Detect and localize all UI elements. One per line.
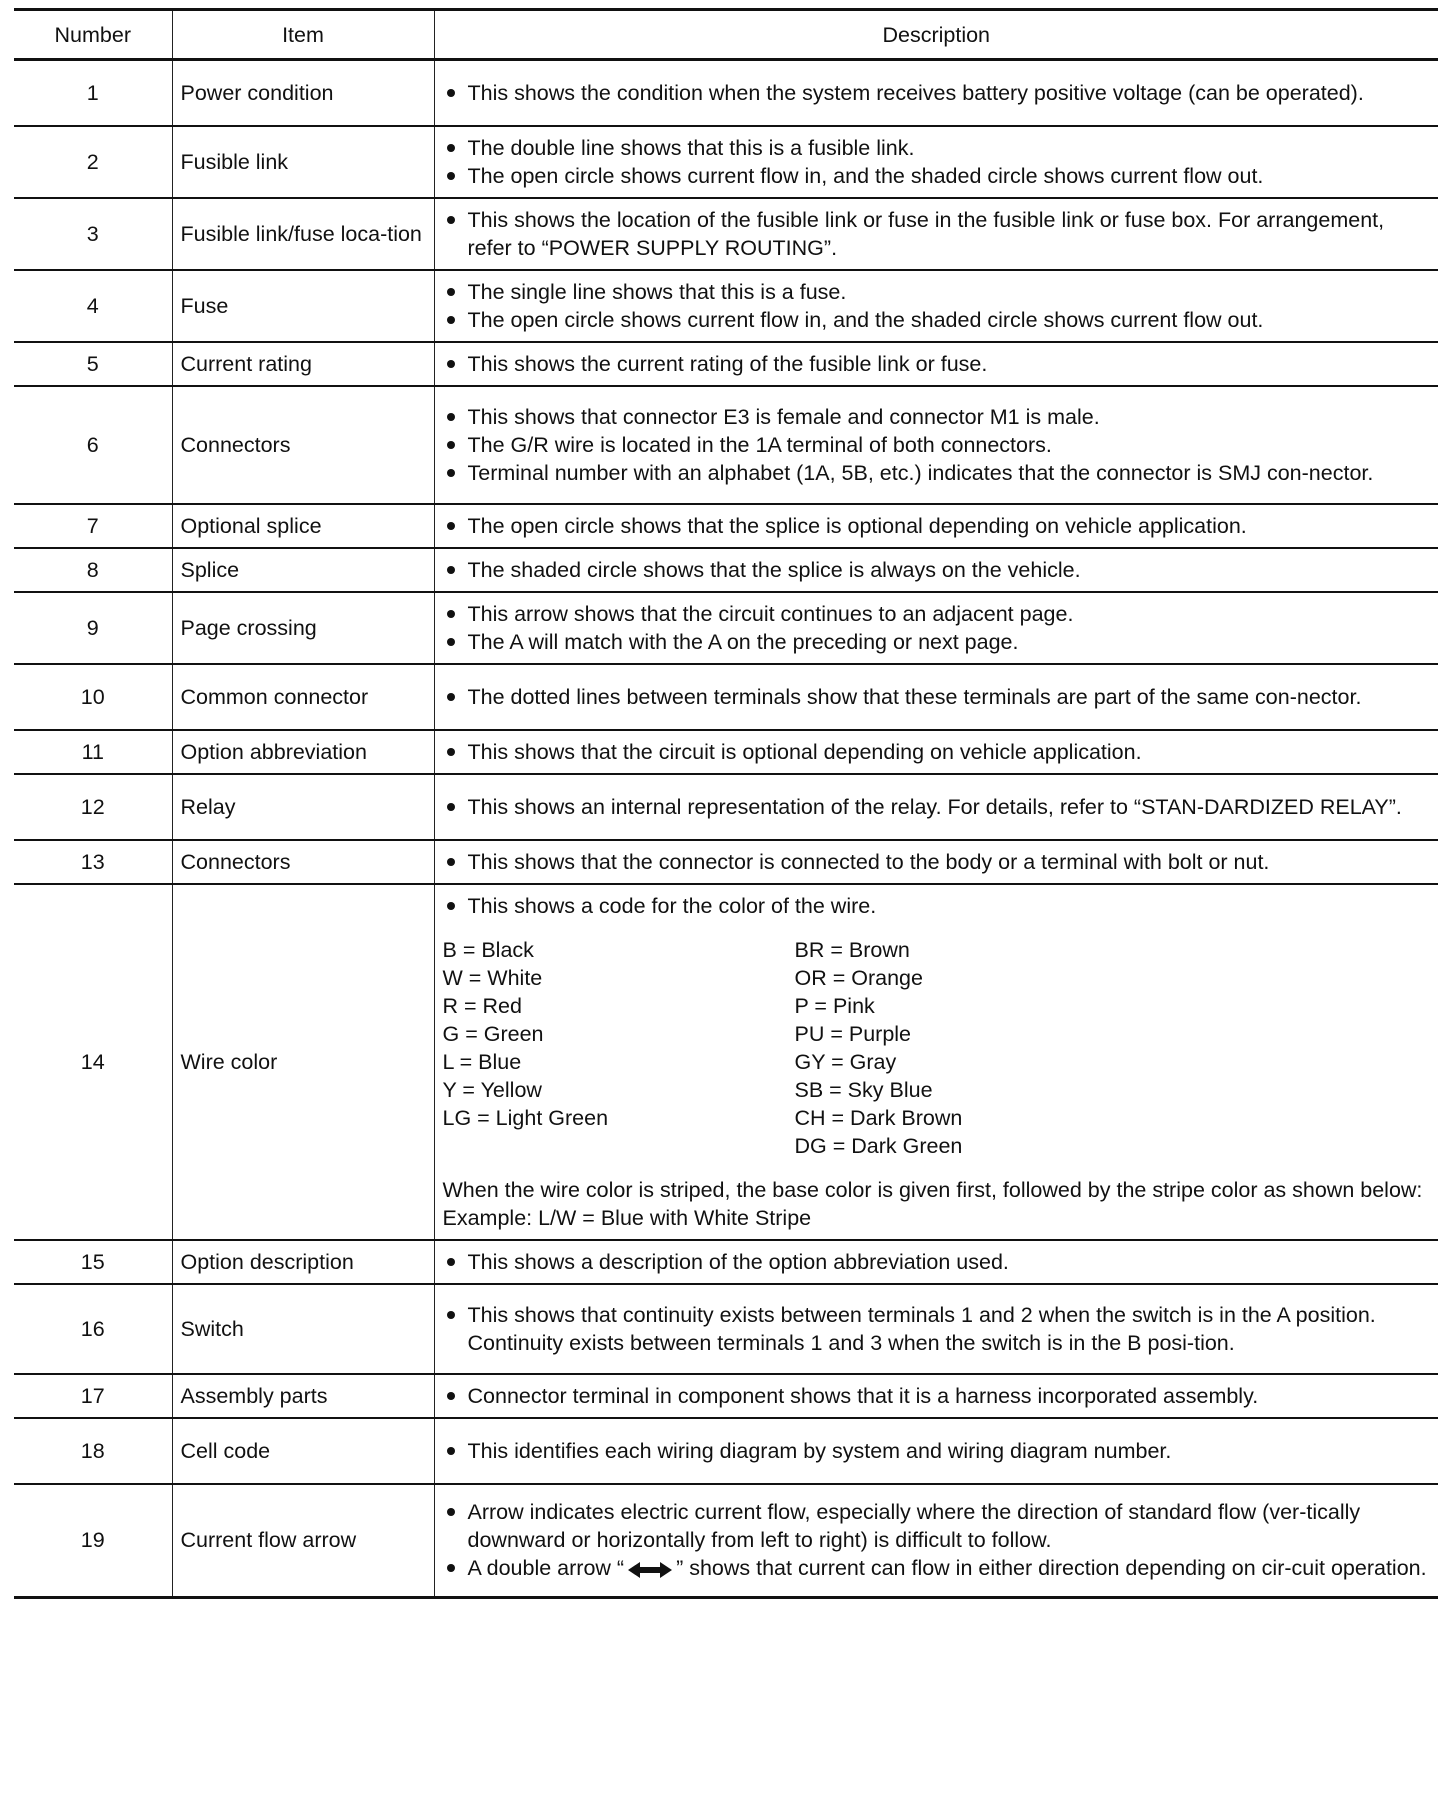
table-row [14,198,1438,270]
row-item: Common connector [172,664,434,730]
table-row [14,840,1438,884]
wire-color-code: G = Green [442,1021,544,1046]
row-number: 1 [14,60,172,126]
row-number: 9 [14,592,172,664]
row-description [434,774,1438,840]
description-bullet: This shows the current rating of the fusible link or fuse. [443,350,1431,378]
description-bullet: This shows the location of the fusible link or fuse in the fusible link or fuse box. For arrangement, refer to “POWER SUPPLY ROUTING”. [443,206,1431,262]
description-bullet: This shows an internal representation of the relay. For details, refer to “STAN-DARDIZED RELAY”. [443,793,1431,821]
description-bullets [443,793,1431,821]
row-description [434,1418,1438,1484]
description-bullets [443,134,1431,190]
wire-color-code: R = Red [442,993,522,1018]
row-number: 6 [14,386,172,504]
description-bullets [443,1382,1431,1410]
row-item: Fusible link/fuse loca-tion [172,198,434,270]
description-bullets [443,278,1431,334]
description-bullets [443,1437,1431,1465]
wire-color-code: GY = Gray [794,1049,897,1074]
table-row [14,1418,1438,1484]
row-item: Connectors [172,386,434,504]
table-row [14,504,1438,548]
wire-color-code: OR = Orange [794,965,923,990]
description-bullets [443,403,1431,487]
row-description [434,60,1438,126]
description-bullet: The single line shows that this is a fuse. [443,278,1431,306]
header-description: Description [434,10,1438,60]
row-description [434,342,1438,386]
description-bullets [443,848,1431,876]
description-bullets [443,79,1431,107]
description-bullets [443,683,1431,711]
table-row [14,1484,1438,1598]
description-bullet: Connector terminal in component shows that it is a harness incorporated assembly. [443,1382,1431,1410]
description-bullet: This shows that the circuit is optional depending on vehicle application. [443,738,1431,766]
row-description [434,592,1438,664]
table-row [14,386,1438,504]
description-bullet: The dotted lines between terminals show that these terminals are part of the same con-nector. [443,683,1431,711]
description-bullets [443,512,1431,540]
row-item: Power condition [172,60,434,126]
row-number: 13 [14,840,172,884]
wire-color-column-left [443,936,795,1160]
table-row [14,126,1438,198]
row-number: 17 [14,1374,172,1418]
row-number: 15 [14,1240,172,1284]
row-item: Switch [172,1284,434,1374]
description-bullet: This shows that the connector is connected to the body or a terminal with bolt or nut. [443,848,1431,876]
row-description [434,198,1438,270]
table-row [14,270,1438,342]
description-bullet: The open circle shows current flow in, and the shaded circle shows current flow out. [443,306,1431,334]
description-bullets [443,1301,1431,1357]
description-bullet: The double line shows that this is a fusible link. [443,134,1431,162]
header-item: Item [172,10,434,60]
row-number: 10 [14,664,172,730]
table-row [14,592,1438,664]
table-row [14,60,1438,126]
description-bullet [443,1554,1431,1582]
row-description [434,1484,1438,1598]
table-body [14,60,1438,1598]
row-item: Cell code [172,1418,434,1484]
row-number: 5 [14,342,172,386]
row-description [434,504,1438,548]
row-item: Wire color [172,884,434,1240]
description-bullet: The G/R wire is located in the 1A terminal of both connectors. [443,431,1431,459]
row-number: 12 [14,774,172,840]
row-number: 2 [14,126,172,198]
row-item: Page crossing [172,592,434,664]
arrow-bullet-before: A double arrow “ [467,1556,625,1581]
row-description [434,730,1438,774]
table-row [14,730,1438,774]
row-description [434,884,1438,1240]
row-item: Splice [172,548,434,592]
description-bullets [443,892,1431,920]
wire-color-code: Y = Yellow [442,1077,542,1102]
row-description [434,1240,1438,1284]
row-item: Fusible link [172,126,434,198]
description-bullet: Terminal number with an alphabet (1A, 5B, etc.) indicates that the connector is SMJ con-nector. [443,459,1431,487]
row-item: Fuse [172,270,434,342]
row-description [434,386,1438,504]
row-item: Option description [172,1240,434,1284]
description-bullet: The open circle shows that the splice is optional depending on vehicle application. [443,512,1431,540]
table-row [14,664,1438,730]
stripe-note-text: When the wire color is striped, the base color is given first, followed by the stripe color as shown below: [442,1177,1423,1202]
wire-color-code: DG = Dark Green [794,1133,963,1158]
row-item: Current flow arrow [172,1484,434,1598]
row-number: 14 [14,884,172,1240]
wire-color-code: L = Blue [442,1049,522,1074]
description-bullet: The open circle shows current flow in, and the shaded circle shows current flow out. [443,162,1431,190]
description-bullets [443,738,1431,766]
wire-color-codes [443,936,1431,1160]
table-row [14,774,1438,840]
row-description [434,1284,1438,1374]
row-description [434,548,1438,592]
row-item: Assembly parts [172,1374,434,1418]
table-row [14,1240,1438,1284]
description-bullets [443,600,1431,656]
table-row [14,342,1438,386]
table-row [14,548,1438,592]
row-number: 19 [14,1484,172,1598]
description-bullet: This shows that connector E3 is female and connector M1 is male. [443,403,1431,431]
row-number: 18 [14,1418,172,1484]
header-number: Number [14,10,172,60]
wire-color-code: SB = Sky Blue [794,1077,933,1102]
table-row [14,1284,1438,1374]
description-bullet: The shaded circle shows that the splice is always on the vehicle. [443,556,1431,584]
description-bullet: This shows the condition when the system receives battery positive voltage (can be operated). [443,79,1431,107]
stripe-example: Example: L/W = Blue with White Stripe [442,1205,812,1230]
description-bullet: The A will match with the A on the preceding or next page. [443,628,1431,656]
row-description [434,840,1438,884]
row-number: 3 [14,198,172,270]
legend-page [14,8,1438,1599]
wire-color-column-right [795,936,1147,1160]
table-row [14,1374,1438,1418]
wire-color-code: W = White [442,965,543,990]
row-item: Current rating [172,342,434,386]
description-bullets [443,1498,1431,1582]
description-bullets [443,350,1431,378]
table-row [14,884,1438,1240]
row-item: Relay [172,774,434,840]
description-bullet: This shows a description of the option abbreviation used. [443,1248,1431,1276]
row-number: 11 [14,730,172,774]
row-description [434,664,1438,730]
description-bullet: This shows that continuity exists between terminals 1 and 2 when the switch is in the A position. Continuity exists between terminals 1 and 3 when the switch is in the B posi-tion. [443,1301,1431,1357]
row-item: Option abbreviation [172,730,434,774]
wire-color-code: P = Pink [794,993,875,1018]
arrow-bullet-after: ” shows that current can flow in either direction depending on cir-cuit operation. [676,1556,1427,1581]
row-item: Optional splice [172,504,434,548]
row-description [434,270,1438,342]
description-bullet: This identifies each wiring diagram by system and wiring diagram number. [443,1437,1431,1465]
wire-color-code: B = Black [442,937,534,962]
row-description [434,126,1438,198]
description-bullets [443,1248,1431,1276]
table-header-row [14,10,1438,60]
double-arrow-icon [628,1561,672,1579]
row-number: 8 [14,548,172,592]
stripe-note [443,1176,1431,1232]
wire-color-code: LG = Light Green [442,1105,609,1130]
row-item: Connectors [172,840,434,884]
description-bullet: This arrow shows that the circuit continues to an adjacent page. [443,600,1431,628]
description-bullets [443,206,1431,262]
row-number: 7 [14,504,172,548]
wiring-legend-table [14,8,1438,1599]
row-description [434,1374,1438,1418]
description-bullet: Arrow indicates electric current flow, especially where the direction of standard flow (ver-tically downward or horizontally from left to right) is difficult to follow. [443,1498,1431,1554]
description-bullet: This shows a code for the color of the wire. [443,892,1431,920]
row-number: 16 [14,1284,172,1374]
description-bullets [443,556,1431,584]
wire-color-code: BR = Brown [794,937,910,962]
row-number: 4 [14,270,172,342]
wire-color-code: CH = Dark Brown [794,1105,963,1130]
wire-color-code: PU = Purple [794,1021,912,1046]
